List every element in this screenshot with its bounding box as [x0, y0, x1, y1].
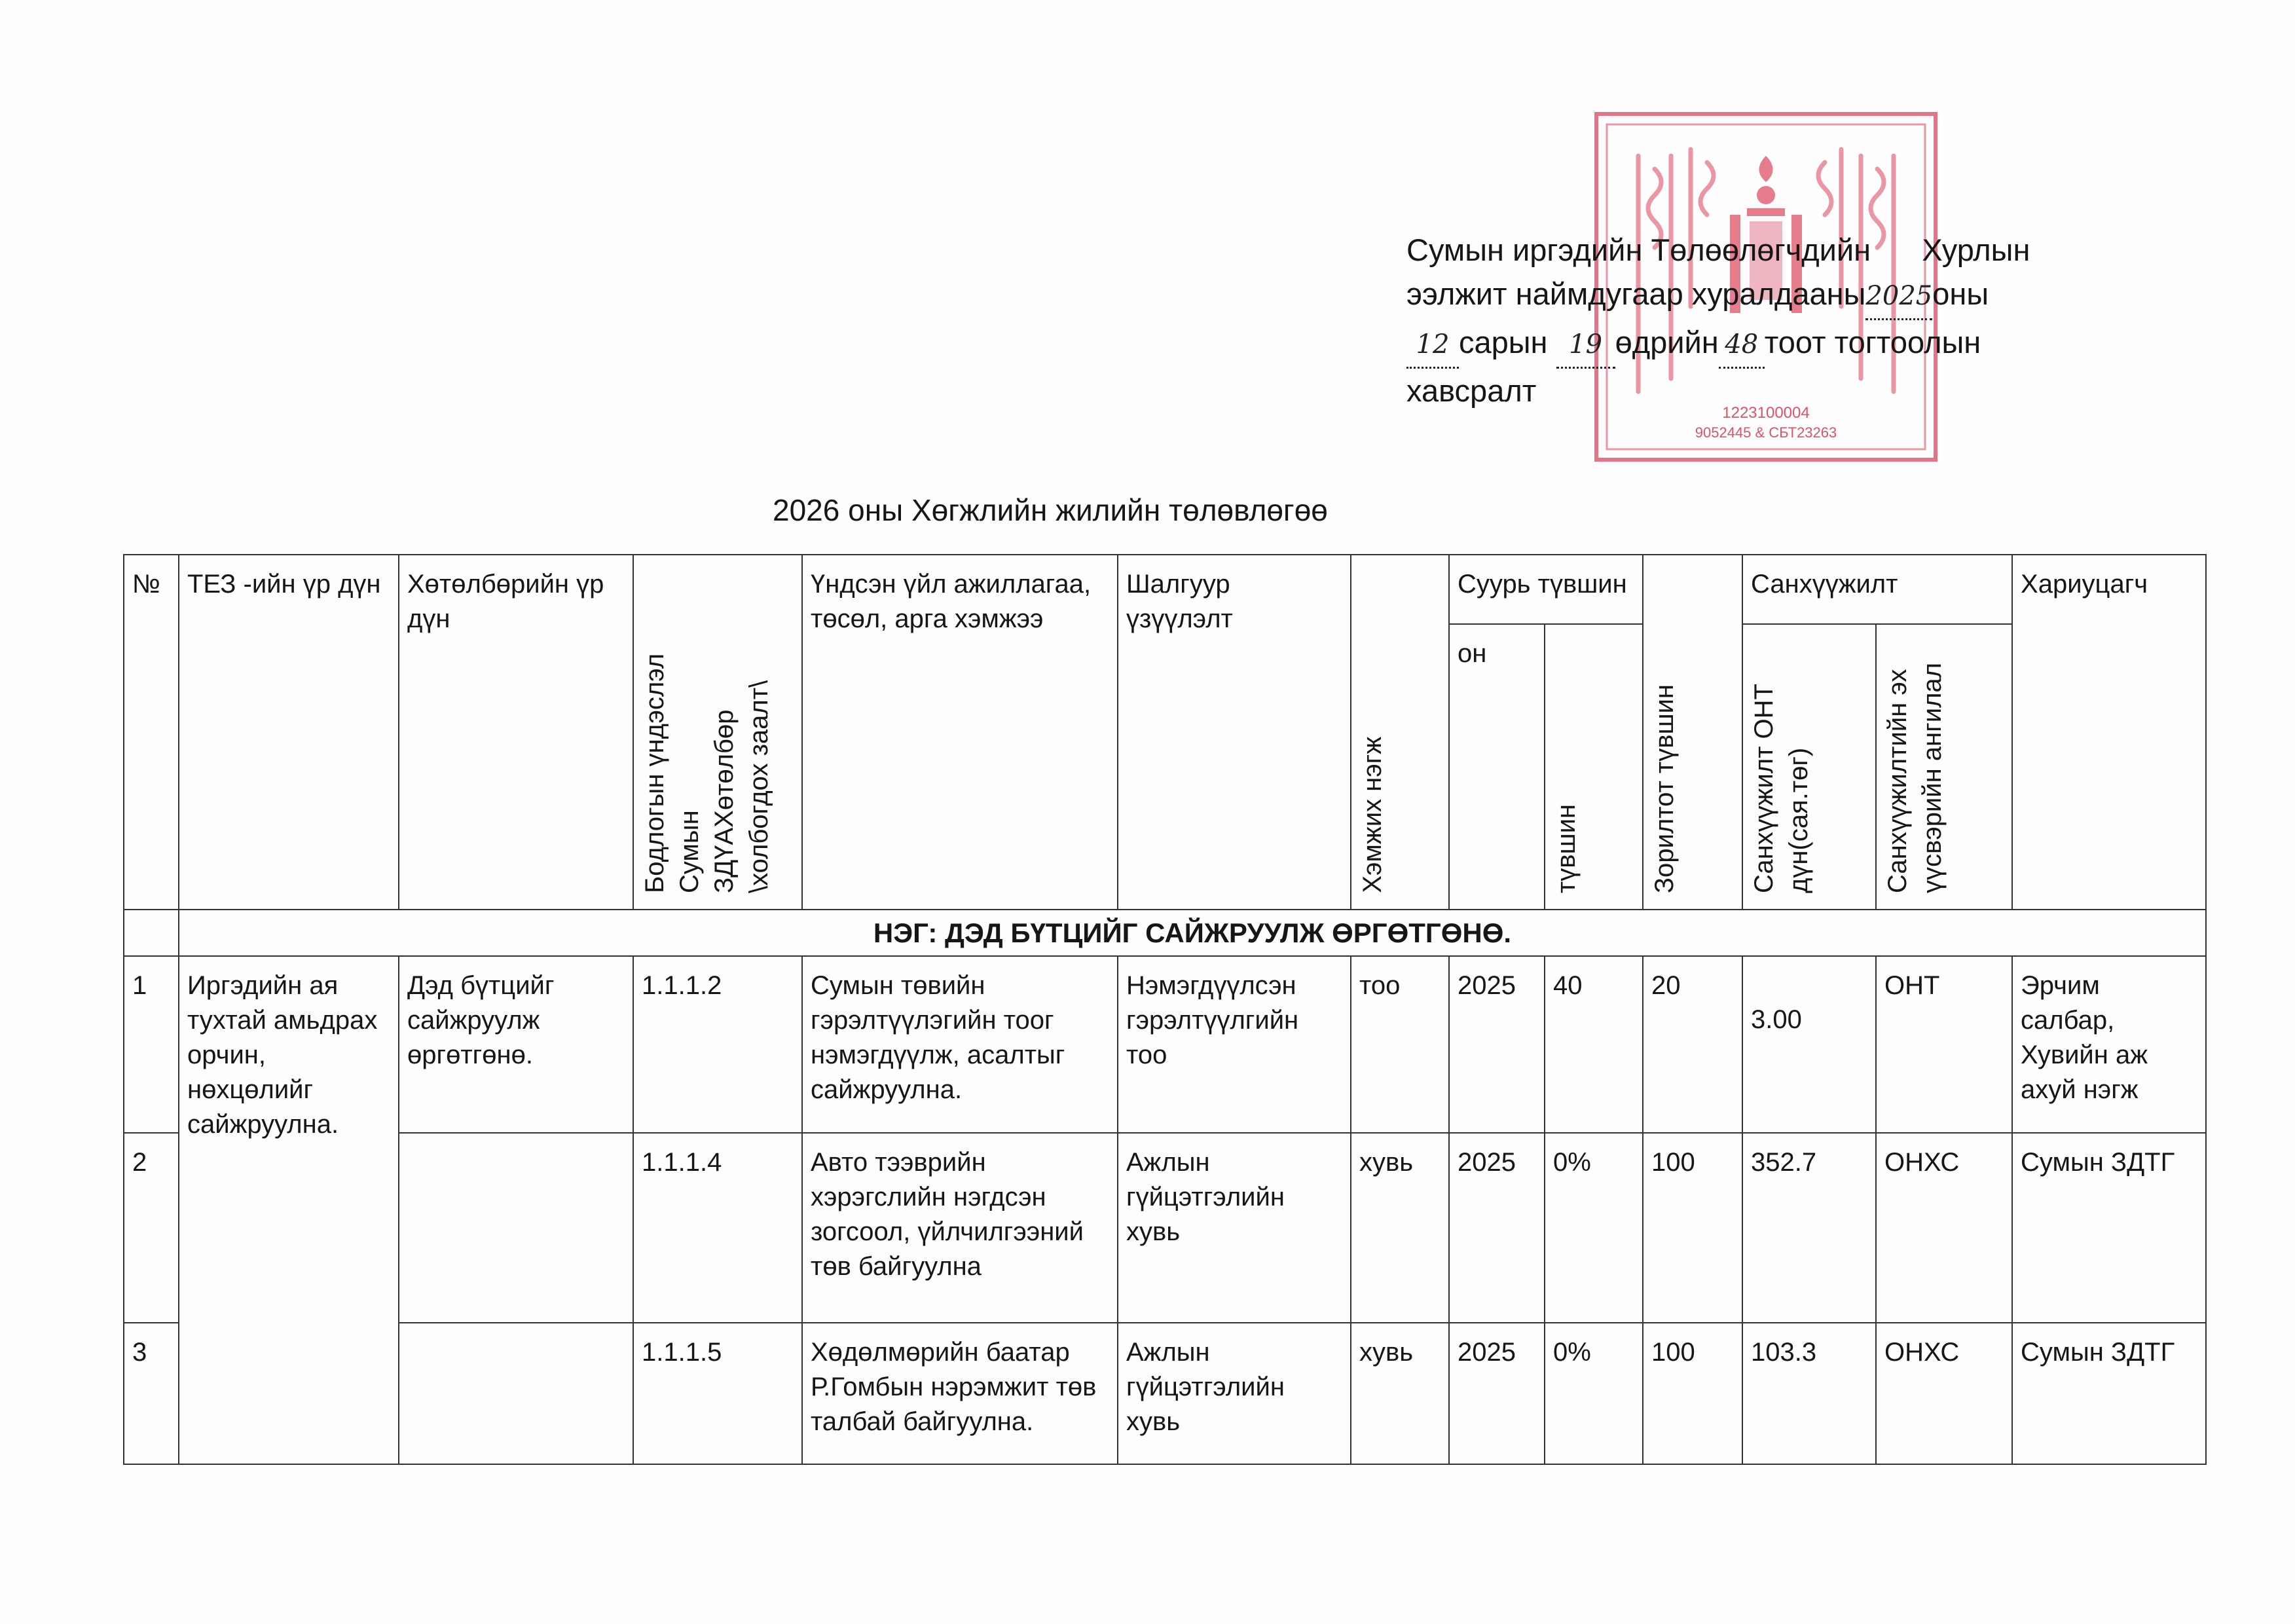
note-line-2 — [1406, 272, 2074, 320]
cell-source: ОНТ — [1876, 956, 2012, 1133]
note-line-4: хавсралт — [1406, 373, 1537, 408]
handwritten-day: 19 — [1556, 323, 1615, 369]
cell-year: 2025 — [1449, 1323, 1545, 1464]
cell-amount: 3.00 — [1742, 956, 1876, 1133]
header-policy — [633, 555, 802, 910]
header-no: № — [124, 555, 179, 910]
cell-responsible: Сумын ЗДТГ — [2012, 1133, 2206, 1323]
header-unit-text: Хэмжих нэгж — [1358, 737, 1387, 893]
cell-indicator: Ажлын гүйцэтгэлийн хувь — [1118, 1323, 1351, 1464]
header-baseline: Суурь түвшин — [1449, 555, 1643, 624]
note-text: оны — [1932, 276, 1989, 311]
cell-target: 20 — [1643, 956, 1742, 1133]
cell-policy: 1.1.1.4 — [633, 1133, 802, 1323]
handwritten-month: 12 — [1406, 323, 1459, 369]
cell-level: 0% — [1545, 1133, 1643, 1323]
cell-responsible: Сумын ЗДТГ — [2012, 1323, 2206, 1464]
header-baseline-year: он — [1449, 624, 1545, 910]
handwritten-number: 48 — [1719, 323, 1765, 369]
cell-target: 100 — [1643, 1323, 1742, 1464]
cell-no: 2 — [124, 1133, 179, 1323]
cell-policy: 1.1.1.5 — [633, 1323, 802, 1464]
header-tez: ТЕЗ -ийн үр дүн — [179, 555, 399, 910]
header-indicator: Шалгуур үзүүлэлт — [1118, 555, 1351, 910]
note-text: тоот тогтоолын — [1764, 325, 1981, 360]
cell-amount: 103.3 — [1742, 1323, 1876, 1464]
cell-unit: хувь — [1351, 1323, 1449, 1464]
header-finance-amount-text: Санхүүжилт ОНТ дүн(сая.төг) — [1750, 684, 1814, 893]
table-header-row — [124, 555, 2206, 624]
cell-no: 1 — [124, 956, 179, 1133]
section-empty-cell — [124, 910, 179, 956]
header-unit — [1351, 555, 1449, 910]
table-row — [124, 1323, 2206, 1464]
section-title: НЭГ: ДЭД БҮТЦИЙГ САЙЖРУУЛЖ ӨРГӨТГӨНӨ. — [179, 910, 2206, 956]
cell-indicator: Ажлын гүйцэтгэлийн хувь — [1118, 1133, 1351, 1323]
header-policy-text: Бодлогын үндэслэл Сумын ЗДҮАХөтөлбөр \холбогдох заалт\ — [640, 653, 773, 893]
cell-program: Дэд бүтцийг сайжруулж өргөтгөнө. — [399, 956, 633, 1133]
note-line-1: Сумын иргэдийн Төлөөлөгчдийн Хурлын — [1406, 232, 2030, 267]
header-baseline-level — [1545, 624, 1643, 910]
note-text: өдрийн — [1615, 325, 1719, 360]
note-line-3 — [1406, 320, 2074, 369]
header-target-text: Зорилтот түвшин — [1650, 684, 1680, 893]
cell-tez: Иргэдийн ая тухтай амьдрах орчин, нөхцөлийг сайжруулна. — [179, 956, 399, 1464]
header-target — [1643, 555, 1742, 910]
header-finance: Санхүүжилт — [1742, 555, 2012, 624]
cell-no: 3 — [124, 1323, 179, 1464]
development-plan-table — [123, 554, 2207, 1465]
header-baseline-level-text: түвшин — [1552, 803, 1581, 893]
cell-year: 2025 — [1449, 1133, 1545, 1323]
cell-target: 100 — [1643, 1133, 1742, 1323]
cell-unit: хувь — [1351, 1133, 1449, 1323]
handwritten-year: 2025 — [1865, 274, 1932, 320]
header-finance-source-text: Санхүүжилтийн эх үүсвэрийн ангилал — [1883, 663, 1947, 893]
cell-activity: Хөдөлмөрийн баатар Р.Гомбын нэрэмжит төв талбай байгуулна. — [802, 1323, 1118, 1464]
cell-source: ОНХС — [1876, 1323, 2012, 1464]
header-finance-amount — [1742, 624, 1876, 910]
cell-level: 0% — [1545, 1323, 1643, 1464]
header-responsible: Хариуцагч — [2012, 555, 2206, 910]
cell-level: 40 — [1545, 956, 1643, 1133]
cell-activity: Авто тээврийн хэрэгслийн нэгдсэн зогсоол, үйлчилгээний төв байгуулна — [802, 1133, 1118, 1323]
section-row — [124, 910, 2206, 956]
table-row — [124, 1133, 2206, 1323]
note-text: сарын — [1459, 325, 1548, 360]
cell-indicator: Нэмэгдүүлсэн гэрэлтүүлгийн тоо — [1118, 956, 1351, 1133]
document-title: 2026 оны Хөгжлийн жилийн төлөвлөгөө — [773, 493, 1328, 527]
cell-amount: 352.7 — [1742, 1133, 1876, 1323]
cell-year: 2025 — [1449, 956, 1545, 1133]
cell-program — [399, 1323, 633, 1464]
cell-activity: Сумын төвийн гэрэлтүүлэгийн тоог нэмэгдүүлж, асалтыг сайжруулна. — [802, 956, 1118, 1133]
note-text: ээлжит наймдугаар хуралдааны — [1406, 276, 1866, 311]
table-row — [124, 956, 2206, 1133]
seal-code-2: 9052445 & СБТ23263 — [1695, 424, 1837, 441]
header-program: Хөтөлбөрийн үр дүн — [399, 555, 633, 910]
cell-program — [399, 1133, 633, 1323]
header-activity: Үндсэн үйл ажиллагаа, төсөл, арга хэмжээ — [802, 555, 1118, 910]
header-finance-source — [1876, 624, 2012, 910]
cell-responsible: Эрчим салбар, Хувийн аж ахуй нэгж — [2012, 956, 2206, 1133]
attachment-note — [1406, 228, 2074, 413]
seal-code-1: 1223100004 — [1722, 404, 1810, 422]
cell-policy: 1.1.1.2 — [633, 956, 802, 1133]
cell-source: ОНХС — [1876, 1133, 2012, 1323]
cell-unit: тоо — [1351, 956, 1449, 1133]
